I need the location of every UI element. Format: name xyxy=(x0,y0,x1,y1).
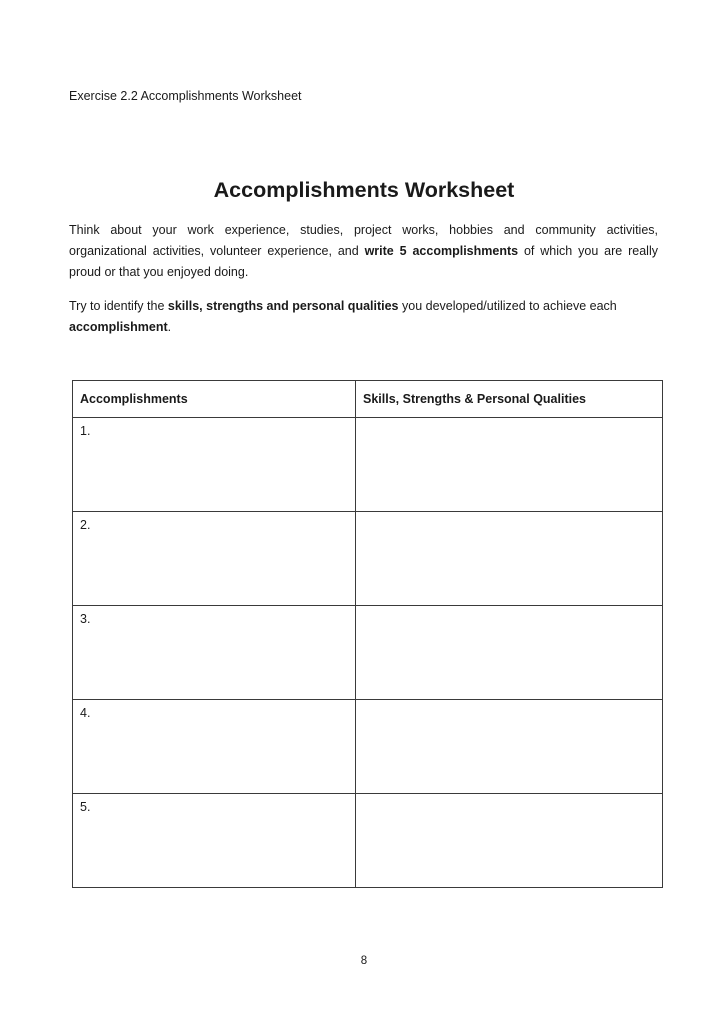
accomplishments-table xyxy=(72,380,663,888)
skills-cell[interactable] xyxy=(356,700,663,794)
intro-p1-bold: write 5 accomplishments xyxy=(364,244,519,258)
skills-cell[interactable] xyxy=(356,794,663,888)
header-accomplishments: Accomplishments xyxy=(73,381,356,418)
intro-p1-text-1: Think about your work experience, studies, project works, hobbies and community activities, organizational activities, volunteer experience, and xyxy=(69,223,658,258)
intro-p2-bold-2: accomplishment xyxy=(69,320,168,334)
intro-paragraph-1 xyxy=(69,220,658,283)
page-title: Accomplishments Worksheet xyxy=(213,178,515,202)
page-number: 8 xyxy=(360,955,368,967)
accomplishment-cell[interactable]: 2. xyxy=(73,512,356,606)
table-row xyxy=(73,606,663,700)
header-skills: Skills, Strengths & Personal Qualities xyxy=(356,381,663,418)
intro-p1-text-2: of which you are really proud or that you enjoyed doing. xyxy=(69,244,658,279)
table-row xyxy=(73,418,663,512)
accomplishment-cell[interactable]: 5. xyxy=(73,794,356,888)
intro-p2-text-2: you developed/utilized to achieve each xyxy=(398,299,617,313)
table-row xyxy=(73,794,663,888)
intro-paragraph-2 xyxy=(69,296,658,338)
accomplishment-cell[interactable]: 1. xyxy=(73,418,356,512)
accomplishment-cell[interactable]: 3. xyxy=(73,606,356,700)
table-header-row xyxy=(73,381,663,418)
intro-p2-text-1: Try to identify the xyxy=(69,299,168,313)
intro-p2-bold-1: skills, strengths and personal qualities xyxy=(167,299,399,313)
exercise-label: Exercise 2.2 Accomplishments Worksheet xyxy=(69,89,302,103)
skills-cell[interactable] xyxy=(356,418,663,512)
accomplishment-cell[interactable]: 4. xyxy=(73,700,356,794)
skills-cell[interactable] xyxy=(356,512,663,606)
table-row xyxy=(73,700,663,794)
table-row xyxy=(73,512,663,606)
skills-cell[interactable] xyxy=(356,606,663,700)
intro-p2-text-3: . xyxy=(167,320,172,334)
